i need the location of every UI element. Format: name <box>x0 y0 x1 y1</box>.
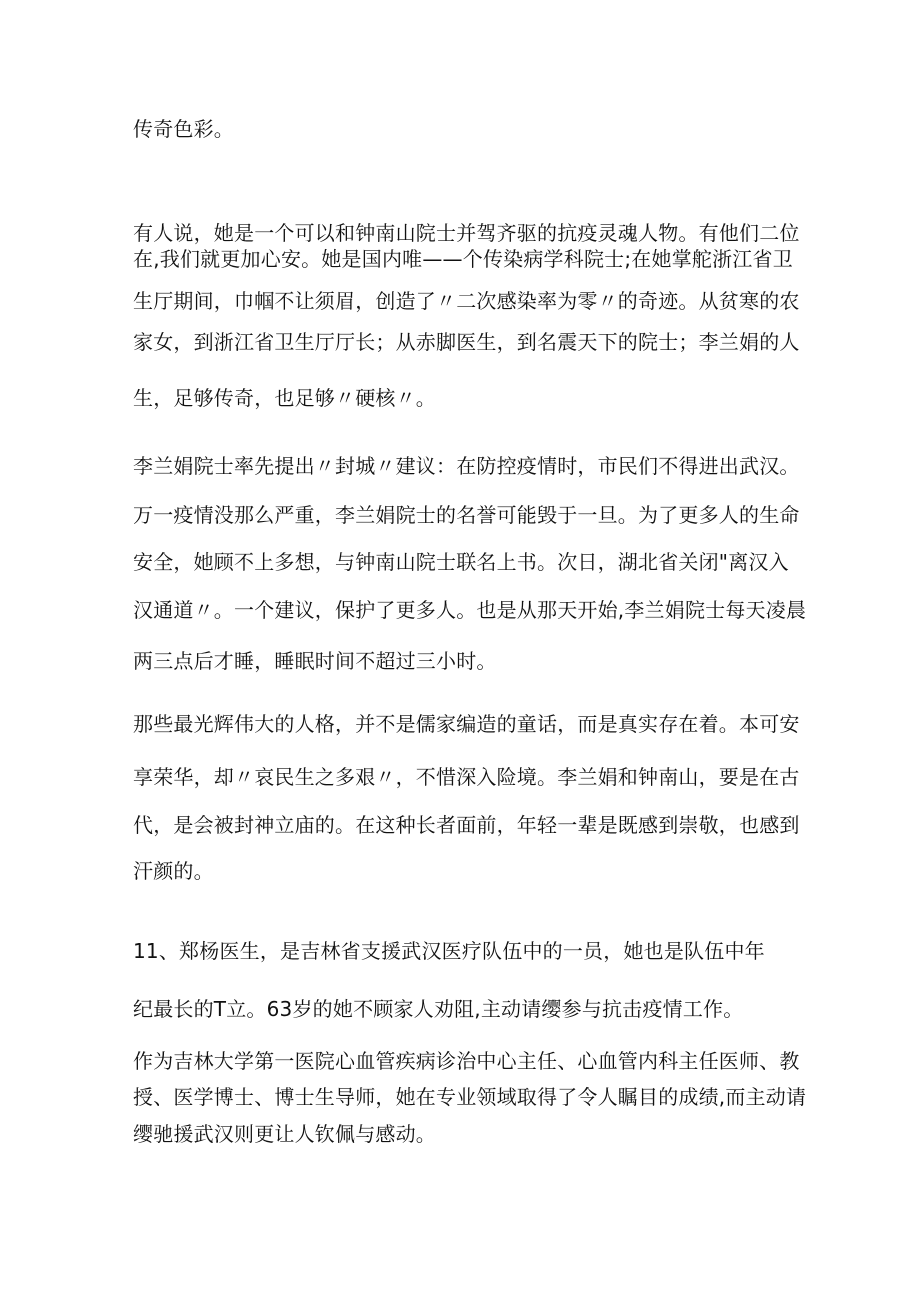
text-line: 有人说，她是一个可以和钟南山院士并驾齐驱的抗疫灵魂人物。有他们二位 <box>133 221 800 245</box>
text-line: 汗颜的。 <box>133 859 214 883</box>
text-line: 生厅期间，巾帼不让须眉，创造了〃二次感染率为零〃的奇迹。从贫寒的农 <box>133 289 800 313</box>
text-line: 授、医学博士、博士生导师，她在专业领域取得了令人瞩目的成绩,而主动请 <box>133 1085 807 1109</box>
text-line: 两三点后才睡，睡眠时间不超过三小时。 <box>133 649 497 673</box>
text-line: 生，足够传奇，也足够〃硬核〃。 <box>133 386 436 410</box>
text-line: 家女，到浙江省卫生厅厅长；从赤脚医生，到名震天下的院士；李兰娟的人 <box>133 330 800 354</box>
text-line: 安全，她顾不上多想，与钟南山院士联名上书。次日，湖北省关闭"离汉入 <box>133 550 789 574</box>
text-line: 缨驰援武汉则更让人钦佩与感动。 <box>133 1122 436 1146</box>
text-line: 传奇色彩。 <box>133 117 234 141</box>
text-line: 作为吉林大学第一医院心血管疾病诊治中心主任、心血管内科主任医师、教 <box>133 1049 800 1073</box>
text-line: 纪最长的T立。63岁的她不顾家人劝阻,主动请缨参与抗击疫情工作。 <box>133 997 744 1021</box>
text-line: 李兰娟院士率先提出〃封城〃建议：在防控疫情时，市民们不得进出武汉。 <box>133 454 800 478</box>
text-line: 享荣华，却〃哀民生之多艰〃，不惜深入险境。李兰娟和钟南山，要是在古 <box>133 765 800 789</box>
text-line: 万一疫情没那么严重，李兰娟院士的名誉可能毁于一旦。为了更多人的生命 <box>133 503 800 527</box>
text-line: 11、郑杨医生，是吉林省支援武汉医疗队伍中的一员，她也是队伍中年 <box>133 939 765 963</box>
text-line: 那些最光辉伟大的人格，并不是儒家编造的童话，而是真实存在着。本可安 <box>133 712 800 736</box>
text-line: 汉通道〃。一个建议，保护了更多人。也是从那天开始,李兰娟院士每天凌晨 <box>133 598 807 622</box>
text-line: 在,我们就更加心安。她是国内唯——个传染病学科院士;在她掌舵浙江省卫 <box>133 247 793 271</box>
text-line: 代，是会被封神立庙的。在这种长者面前，年轻一辈是既感到崇敬，也感到 <box>133 813 800 837</box>
